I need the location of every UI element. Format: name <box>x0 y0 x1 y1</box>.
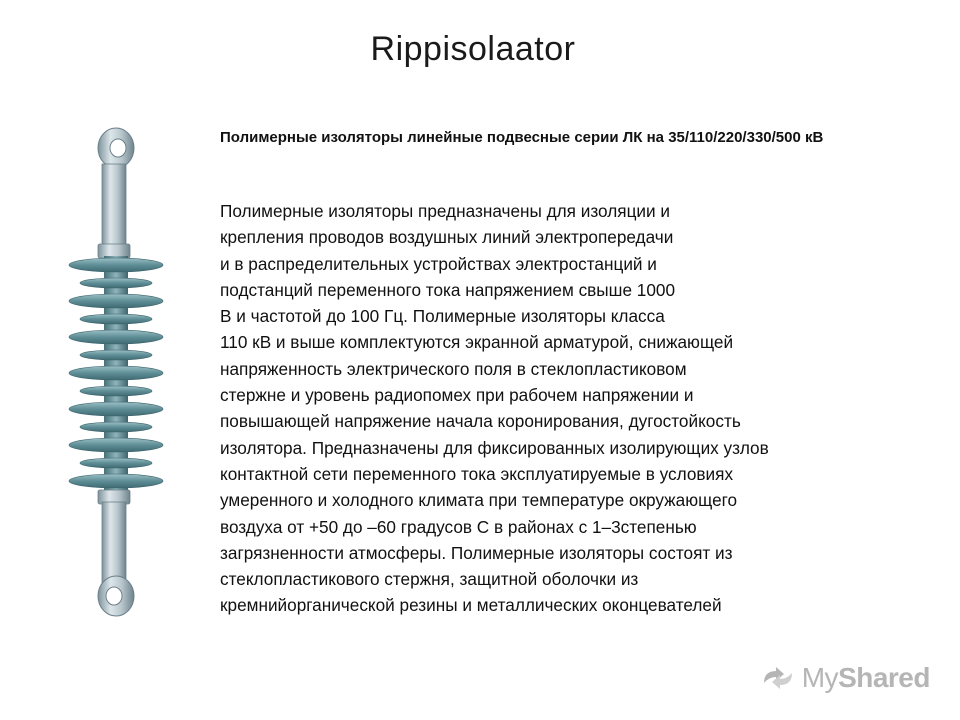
watermark-text <box>802 662 930 694</box>
slide-title: Rippisolaator <box>370 30 576 68</box>
watermark-suffix: Shared <box>838 662 930 693</box>
polymer-insulator-illustration <box>58 124 178 624</box>
bottom-end-fitting <box>98 490 134 616</box>
top-end-fitting <box>98 128 134 258</box>
myshared-watermark <box>760 662 930 694</box>
slide-subtitle: Полимерные изоляторы линейные подвесные серии ЛК на 35/110/220/330/500 кВ <box>220 129 824 146</box>
slide-body-text: Полимерные изоляторы предназначены для изоляции и крепления проводов воздушных линий электропередачи и в распределительных устройствах электростанций и подстанций переменного тока напряжением свыше 1000 В и частотой до 100 Гц. Полимерные изоляторы класса 110 кВ и выше комплектуются экранной арматурой, снижающей напряженность электрического поля в стеклопластиковом стержне и уровень радиопомех при рабочем напряжении и повышающей напряжение начала коронирования, дугостойкость изолятора. Предназначены для фиксированных изолирующих узлов контактной сети переменного тока эксплуатируемые в условиях умеренного и холодного климата при температуре окружающего воздуха от +50 до –60 градусов С в районах с 1–3степенью загрязненности атмосферы. Полимерные изоляторы состоят из стеклопластикового стержня, защитной оболочки из кремнийорганической резины и металлических оконцевателей <box>220 201 769 616</box>
myshared-logo-icon <box>760 663 796 693</box>
watermark-prefix: My <box>801 662 839 693</box>
